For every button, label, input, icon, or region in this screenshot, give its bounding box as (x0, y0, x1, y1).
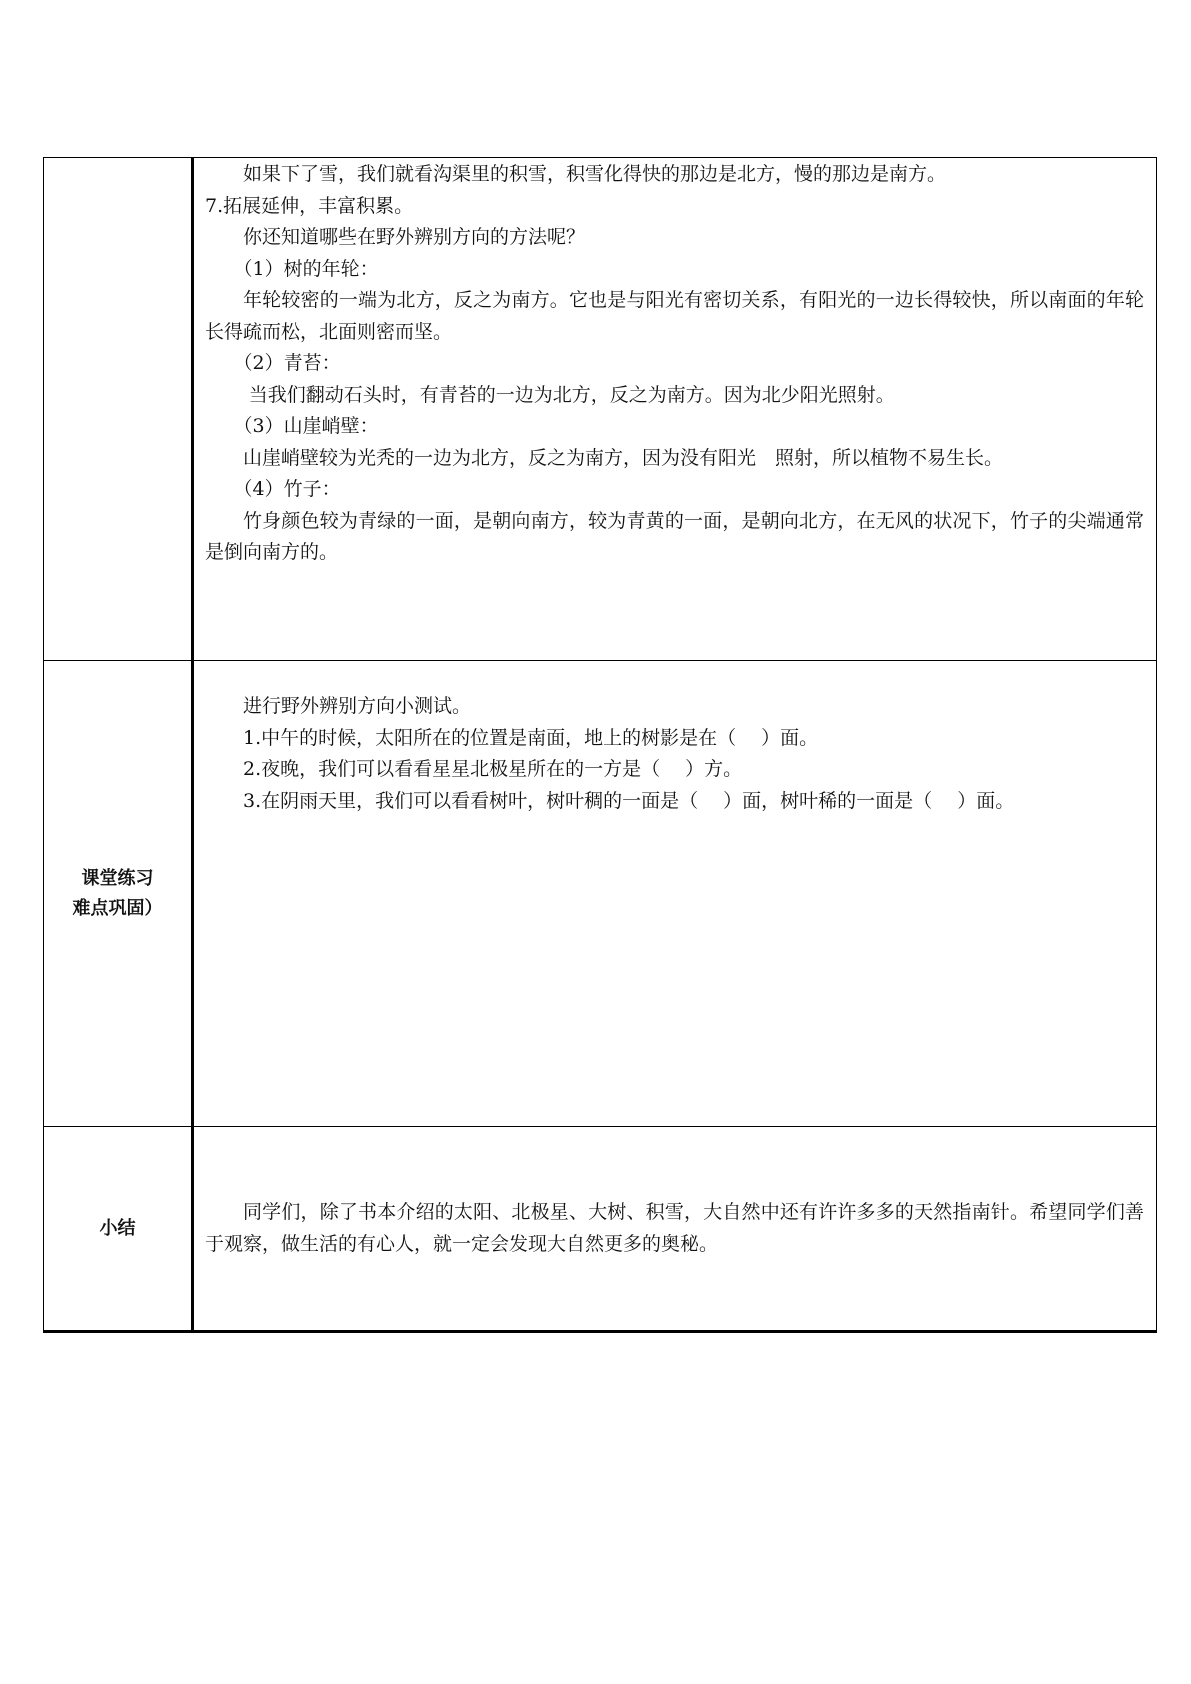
method-heading-moss: （2）青苔： (233, 352, 341, 374)
section-heading-extend: 7.拓展延伸，丰富积累。 (205, 194, 414, 217)
summary-content-cell (193, 1127, 1157, 1332)
summary-text: 同学们，除了书本介绍的太阳、北极星、大树、积雪，大自然中还有许许多多的天然指南针。希望同学们善于观察，做生活的有心人，就一定会发现大自然更多的奥秘。 (205, 1201, 1144, 1255)
practice-intro: 进行野外辨别方向小测试。 (243, 695, 472, 717)
method-text-cliff: 山崖峭壁较为光秃的一边为北方，反之为南方，因为没有阳光 照射，所以植物不易生长。 (243, 446, 1004, 469)
practice-question-1: 1.中午的时候，太阳所在的位置是南面，地上的树影是在（ ）面。 (243, 726, 819, 749)
practice-label-line1: 课堂练习 (81, 867, 154, 889)
row-classroom-practice (44, 661, 1157, 1127)
lesson-plan-table (43, 157, 1157, 1333)
practice-label-line2: 难点巩固） (72, 897, 163, 919)
snow-method-line: 如果下了雪，我们就看沟渠里的积雪，积雪化得快的那边是北方，慢的那边是南方。 (243, 163, 947, 185)
summary-label-cell (44, 1127, 193, 1332)
method-heading-bamboo: （4）竹子： (233, 478, 341, 500)
practice-question-3: 3.在阴雨天里，我们可以看看树叶，树叶稠的一面是（ ）面，树叶稀的一面是（ ）面。 (243, 789, 1015, 812)
practice-content-cell (193, 661, 1157, 1127)
practice-label-cell (44, 661, 193, 1127)
method-heading-tree-rings: （1）树的年轮： (233, 257, 379, 280)
teaching-content-cell (193, 158, 1157, 661)
practice-question-2: 2.夜晚，我们可以看看星星北极星所在的一方是（ ）方。 (243, 758, 743, 780)
method-text-bamboo: 竹身颜色较为青绿的一面，是朝向南方，较为青黄的一面，是朝向北方，在无风的状况下，竹子的尖端通常是倒向南方的。 (205, 509, 1144, 563)
row-label-empty (44, 158, 193, 661)
row-summary (44, 1127, 1157, 1332)
method-text-tree-rings: 年轮较密的一端为北方，反之为南方。它也是与阳光有密切关系，有阳光的一边长得较快，所以南面的年轮长得疏而松，北面则密而坚。 (205, 289, 1144, 343)
summary-label: 小结 (99, 1217, 136, 1239)
question-other-methods: 你还知道哪些在野外辨别方向的方法呢？ (243, 226, 586, 248)
method-text-moss: 当我们翻动石头时，有青苔的一边为北方，反之为南方。因为北少阳光照射。 (248, 383, 895, 406)
row-teaching-continuation (44, 158, 1157, 661)
method-heading-cliff: （3）山崖峭壁： (233, 415, 379, 437)
